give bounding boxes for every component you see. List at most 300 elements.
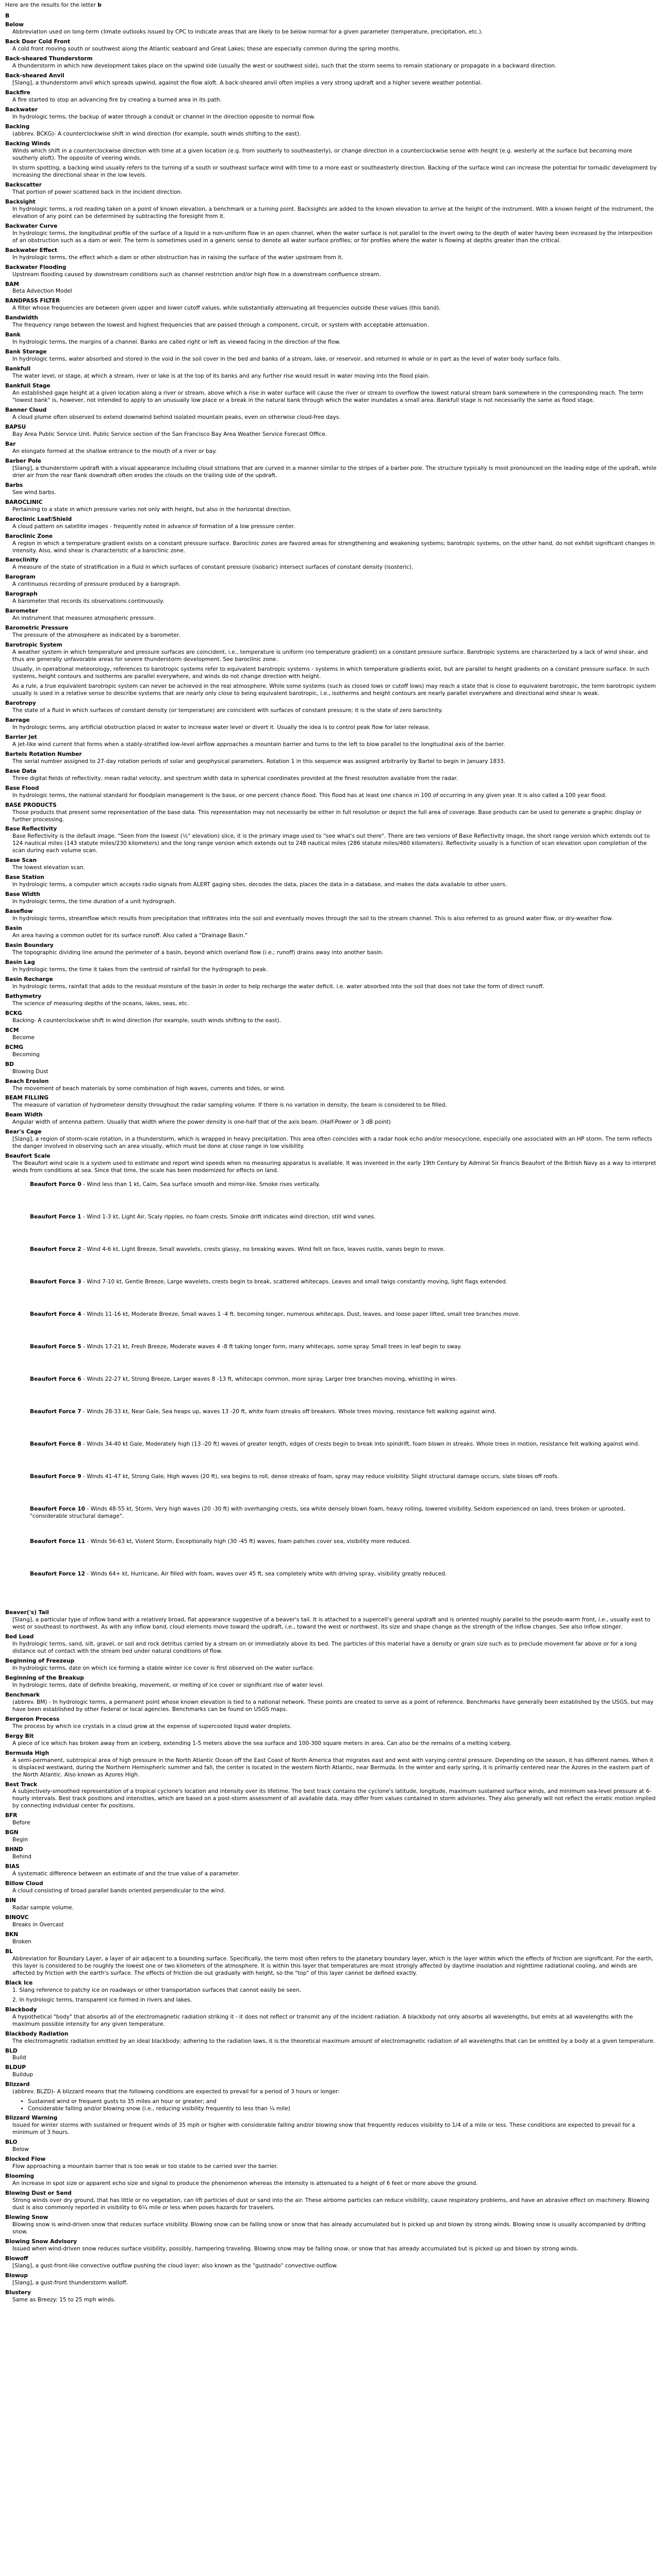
- definition-paragraph: A region in which a temperature gradient exists on a constant pressure surface. Baroclinic zones are favored areas for strengthening and weakening systems; barotropic systems, on the other hand, do not exhibit significant changes in intensity. Also, wind shear is characteristic of a baroclinic zone.: [12, 540, 655, 554]
- glossary-term: BASE PRODUCTS: [5, 802, 57, 808]
- definition-paragraph: As a rule, a true equivalent barotropic system can never be achieved in the real atmosphere. While some systems (such as closed lows or cutoff lows) may reach a state that is close to equivalent barotropic, the term barotropic system usually is used in a relative sense to describe systems that are nearly only close to being equivalent barotropic, i.e., isotherms and height contours are nearly parallel everywhere and directional wind shear is weak.: [12, 683, 656, 697]
- beaufort-force-text: [30, 1213, 376, 1221]
- letter-heading: B: [5, 12, 10, 19]
- glossary-entry: [5, 424, 657, 438]
- beaufort-force-text: [30, 1537, 411, 1546]
- definition-paragraph: The pressure of the atmosphere as indicated by a barometer.: [12, 632, 180, 639]
- definition-paragraph: A semi-permanent, subtropical area of high pressure in the North Atlantic Ocean off the East Coast of North America that migrates east and west with varying central pressure. Depending on the season, it has different names. When it is displaced westward, during the Northern Hemispheric summer and fall, the center is located in the western North Atlantic, near Bermuda. In the winter and early spring, it is primarily centered near the Azores in the eastern part of the North Atlantic. Also known as Azores High.: [12, 1757, 654, 1778]
- glossary-entry: [5, 1782, 657, 1810]
- separator: -: [81, 1181, 87, 1188]
- glossary-term: Backing: [5, 124, 30, 130]
- beaufort-force-description: Winds 28-33 kt, Near Gale, Sea heaps up, waves 13 -20 ft, white foam streaks off breakers. Whole trees moving, resistance felt walking against wind.: [87, 1409, 496, 1415]
- glossary-term: Bergeron Process: [5, 1716, 60, 1722]
- intro-text: Here are the results for the letter: [5, 2, 98, 8]
- separator: -: [81, 1311, 87, 1318]
- glossary-entry: [5, 141, 657, 179]
- definition-paragraph: A filter whose frequencies are between given upper and lower cutoff values, while substantially attenuating all frequencies outside these values (this band).: [12, 305, 441, 312]
- glossary-entry: [5, 332, 657, 346]
- glossary-entry: [5, 2190, 657, 2212]
- definition-paragraph: The topographic dividing line around the perimeter of a basin, beyond which overland flow (i.e.; runoff) drains away into another basin.: [12, 950, 384, 956]
- glossary-entry: [5, 1675, 657, 1689]
- glossary-term: BEAM FILLING: [5, 1095, 48, 1101]
- definition-paragraph: That portion of power scattered back in the incident direction.: [12, 189, 183, 195]
- beaufort-force-row: [30, 1245, 657, 1278]
- glossary-entry: [5, 925, 657, 940]
- beaufort-force-description: Winds 11-16 kt, Moderate Breeze, Small waves 1 -4 ft. becoming longer, numerous whitecaps. Dust, leaves, and loose paper lifted, small tree branches move.: [87, 1311, 520, 1318]
- definition-paragraph: The process by which ice crystals in a cloud grow at the expense of supercooled liquid water droplets.: [12, 1723, 292, 1730]
- glossary-term: BANDPASS FILTER: [5, 298, 60, 304]
- definition-paragraph: A subjectively-smoothed representation of a tropical cyclone's location and intensity over its lifetime. The best track contains the cyclone's latitude, longitude, maximum sustained surface winds, and minimum sea-level pressure at 6-hourly intervals. Best track positions and intensities, which are based on a post-storm assessment of all available data, may differ from values contained in storm advisories. They also generally will not reflect the erratic motion implied by connecting individual center fix positions.: [12, 1788, 656, 1809]
- beaufort-force-title: Beaufort Force 3: [30, 1279, 81, 1285]
- glossary-entry: [5, 1044, 657, 1059]
- glossary-definition: [5, 2197, 657, 2212]
- definition-paragraph: [Slang], a gust-front-like convective outflow pushing the cloud layer; also known as the "gustnado" convective outflow.: [12, 2262, 338, 2269]
- glossary-term: Black Ice: [5, 1979, 33, 1986]
- glossary-term: Backscatter: [5, 181, 42, 188]
- beaufort-force-description: Wind 7-10 kt, Gentle Breeze, Large wavelets, crests begin to break, scattered whitecaps. Leaves and small twigs constantly moving, light flags extended.: [87, 1279, 508, 1285]
- glossary-term: BCMG: [5, 1044, 24, 1050]
- beaufort-force-title: Beaufort Force 9: [30, 1473, 81, 1480]
- glossary-definition: [5, 809, 657, 824]
- glossary-entry: [5, 857, 657, 872]
- glossary-definition: [5, 581, 657, 588]
- glossary-term: Blustery: [5, 2289, 31, 2296]
- beaufort-force-description: Winds 17-21 kt, Fresh Breeze, Moderate waves 4 -8 ft taking longer form, many whitecaps, some spray. Small trees in leaf begin to sway.: [87, 1344, 462, 1350]
- definition-paragraph: Upstream flooding caused by downstream conditions such as channel restriction and/or high flow in a downstream confluence stream.: [12, 271, 381, 278]
- definition-paragraph: Angular width of antenna pattern. Usually that width where the power density is one-half that of the axis beam. (Half-Power or 3 dB point): [12, 1119, 391, 1126]
- definition-paragraph: Become: [12, 1034, 35, 1041]
- glossary-definition: [5, 865, 657, 872]
- glossary-definition: [5, 414, 657, 421]
- glossary-definition: [5, 131, 657, 138]
- glossary-term: Bermuda High: [5, 1750, 49, 1756]
- glossary-entry: [5, 298, 657, 312]
- beaufort-force-text: [30, 1310, 520, 1318]
- glossary-entry: [5, 281, 657, 296]
- glossary-entry: [5, 1112, 657, 1126]
- beaufort-force-text: [30, 1440, 639, 1448]
- glossary-term: Blowup: [5, 2272, 28, 2279]
- definition-paragraph: In hydrologic terms, sand, silt, gravel, or soil and rock detritus carried by a stream on or immediately above its bed. The particles of this material have a density or grain size such as to preclude movement far above or for a long distance out of contact with the stream bed under natural conditions of flow.: [12, 1641, 637, 1655]
- glossary-entry: [5, 1095, 657, 1109]
- glossary-definition: [5, 741, 657, 749]
- definition-paragraph: Radar sample volume.: [12, 1905, 74, 1911]
- glossary-definition: [5, 489, 657, 497]
- glossary-term: Barometer: [5, 608, 38, 615]
- beaufort-force-row: [30, 1570, 657, 1602]
- beaufort-force-text: [30, 1278, 507, 1286]
- glossary-term: Basin Boundary: [5, 942, 54, 949]
- glossary-entry: [5, 908, 657, 923]
- glossary-term: Blowing Dust or Sand: [5, 2190, 72, 2196]
- definition-paragraph: Backing- A counterclockwise shift in wind direction (for example, south winds shifting to the east).: [12, 1017, 281, 1024]
- definition-paragraph: A cloud plume often observed to extend downwind behind isolated mountain peaks, even on otherwise cloud-free days.: [12, 414, 341, 421]
- separator: -: [81, 1376, 87, 1383]
- beaufort-force-text: [30, 1180, 320, 1189]
- glossary-term: Banner Cloud: [5, 407, 47, 414]
- glossary-definition: [5, 356, 657, 363]
- definition-paragraph: Below: [12, 2146, 29, 2153]
- beaufort-force-text: [30, 1472, 559, 1481]
- definition-paragraph: A jet-like wind current that forms when a stably-stratified low-level airflow approaches a mountain barrier and turns to the left to blow parallel to the longitudinal axis of the barrier.: [12, 741, 505, 748]
- beaufort-force-text: [30, 1505, 657, 1520]
- beaufort-force-text: [30, 1570, 447, 1578]
- glossary-term: Bar: [5, 440, 16, 447]
- beaufort-force-description: Wind 4-6 kt, Light Breeze, Small wavelets, crests glassy, no breaking waves. Wind felt on face, leaves rustle, vanes begin to move.: [87, 1246, 445, 1253]
- beaufort-force-title: Beaufort Force 10: [30, 1506, 86, 1513]
- glossary-definition: [5, 390, 657, 404]
- glossary-definition: [5, 1665, 657, 1672]
- glossary-term: Beginning of the Breakup: [5, 1674, 84, 1681]
- glossary-definition: [5, 882, 657, 889]
- glossary-entry: [5, 734, 657, 749]
- beaufort-force-row: [30, 1537, 657, 1570]
- definition-paragraph: In hydrologic terms, a computer which accepts radio signals from ALERT gaging sites, decodes the data, places the data in a database, and makes the data available to other users.: [12, 882, 507, 888]
- definition-paragraph: The serial number assigned to 27-day rotation periods of solar and geophysical parameters. Rotation 1 in this sequence was assigned arbitrarily by Bartel to begin in January 1833.: [12, 758, 506, 765]
- glossary-definition: [5, 448, 657, 455]
- glossary-term: BHND: [5, 1846, 23, 1853]
- beaufort-force-row: [30, 1375, 657, 1408]
- glossary-term: BLO: [5, 2139, 18, 2146]
- glossary-entry: [5, 90, 657, 104]
- glossary-entry: [5, 124, 657, 138]
- glossary-entry: [5, 1897, 657, 1912]
- definition-paragraph: Usually, in operational meteorology, references to barotropic systems refer to equivalent barotropic systems - systems in which temperature gradients exist, but are parallel to height gradients on a constant pressure surface. In such systems, height contours and isotherms are parallel everywhere, and winds do not change direction with height.: [12, 666, 650, 680]
- glossary-term: Baroclinic Zone: [5, 533, 53, 539]
- glossary-entry: [5, 1846, 657, 1861]
- glossary-definition: [5, 2222, 657, 2236]
- definition-paragraph: (abbrev. BLZD)- A blizzard means that the following conditions are expected to prevail for a period of 3 hours or longer:: [12, 2089, 340, 2095]
- definition-paragraph: Bay Area Public Service Unit. Public Service section of the San Francisco Bay Area Weather Service Forecast Office.: [12, 431, 327, 437]
- definition-bullet-list: [12, 2098, 657, 2113]
- glossary-entry: [5, 2007, 657, 2028]
- definition-paragraph: (abbrev. BCKG)- A counterclockwise shift in wind direction (for example, south winds shifting to the east).: [12, 131, 301, 138]
- glossary-term: Beginning of Freezeup: [5, 1657, 75, 1664]
- definition-paragraph: In hydrologic terms, the national standard for floodplain management is the base, or one percent chance flood. This flood has at least one chance in 100 of occurring in any given year. It is also called a 100 year flood.: [12, 792, 607, 799]
- definition-paragraph: The movement of beach materials by some combination of high waves, currents and tides, or wind.: [12, 1085, 286, 1092]
- glossary-term: Barrier Jet: [5, 734, 37, 740]
- glossary-entry: [5, 1027, 657, 1042]
- definition-paragraph: A cold front moving south or southwest along the Atlantic seaboard and Great Lakes; these are especially common during the spring months.: [12, 46, 400, 53]
- beaufort-force-row: [30, 1440, 657, 1472]
- glossary-term: BCKG: [5, 1010, 22, 1016]
- separator: -: [85, 1506, 91, 1513]
- glossary-term: Bank: [5, 332, 21, 338]
- glossary-term: Beaufort Scale: [5, 1153, 51, 1160]
- glossary-term: Bandwidth: [5, 315, 38, 321]
- definition-paragraph: The state of a fluid in which surfaces of constant density (or temperature) are coincident with surfaces of constant pressure; it is the state of zero baroclinity.: [12, 707, 443, 714]
- glossary-entry: [5, 22, 657, 36]
- definition-paragraph: Flow approaching a mountain barrier that is too weak or too stable to be carried over the barrier.: [12, 2163, 278, 2170]
- glossary-entry: [5, 717, 657, 732]
- glossary-entry: [5, 1829, 657, 1844]
- definition-paragraph: Beta Advection Model: [12, 288, 72, 295]
- glossary-definition: [5, 431, 657, 438]
- intro-letter: b: [97, 2, 102, 8]
- glossary-definition: [5, 1788, 657, 1810]
- glossary-entry: [5, 1010, 657, 1025]
- definition-paragraph: In storm spotting, a backing wind usually refers to the turning of a south or southeast surface wind with time to a more east or southeasterly direction. Backing of the surface wind can increase the potential for tornadic development by increasing the directional shear in the low levels.: [12, 164, 657, 178]
- glossary-definition: [5, 189, 657, 196]
- glossary-definition: [5, 1757, 657, 1779]
- definition-paragraph: In hydrologic terms, the effect which a dam or other obstruction has in raising the surface of the water upstream from it.: [12, 254, 343, 261]
- glossary-definition: [5, 984, 657, 991]
- glossary-term: Bank Storage: [5, 349, 47, 355]
- glossary-entry: [5, 1716, 657, 1731]
- beaufort-force-row: [30, 1505, 657, 1537]
- definition-paragraph: A weather system in which temperature and pressure surfaces are coincident, i.e., temperature is uniform (no temperature gradient) on a constant pressure surface. Barotropic systems are characterized by a lack of wind shear, and thus are generally unfavorable areas for severe thunderstorm development. See baroclinic zone.: [12, 649, 648, 663]
- glossary-entry: [5, 366, 657, 380]
- definition-paragraph: In hydrologic terms, the time it takes from the centroid of rainfall for the hydrograph to peak.: [12, 966, 268, 973]
- glossary-term: BFR: [5, 1812, 18, 1819]
- glossary-definition: [5, 2055, 657, 2062]
- glossary-entry: [5, 2064, 657, 2079]
- glossary-entry: [5, 223, 657, 245]
- glossary-definition: [5, 1854, 657, 1861]
- glossary-term: Base Width: [5, 891, 40, 898]
- glossary-term: Bed Load: [5, 1634, 34, 1640]
- glossary-entry: [5, 700, 657, 715]
- glossary-term: Blooming: [5, 2173, 35, 2180]
- glossary-definition: [5, 950, 657, 957]
- definition-paragraph: A barometer that records its observations continuously.: [12, 598, 164, 605]
- glossary-entry: [5, 1812, 657, 1827]
- glossary-definition: [5, 758, 657, 766]
- glossary-entry: [5, 441, 657, 455]
- glossary-term: Blowoff: [5, 2255, 28, 2262]
- glossary-entry: [5, 1863, 657, 1878]
- glossary-entry: [5, 516, 657, 531]
- glossary-definition: [5, 1956, 657, 1977]
- beaufort-force-title: Beaufort Force 7: [30, 1409, 81, 1415]
- glossary-term: Barber Pole: [5, 457, 41, 464]
- glossary-entry: [5, 591, 657, 605]
- beaufort-force-description: Winds 22-27 kt, Strong Breeze, Larger waves 8 -13 ft, whitecaps common, more spray. Larger tree branches moving, whistling in wires.: [87, 1376, 457, 1383]
- glossary-definition: [5, 1018, 657, 1025]
- beaufort-force-title: Beaufort Force 12: [30, 1571, 86, 1578]
- definition-paragraph: In hydrologic terms, date on which ice forming a stable winter ice cover is first observed on the water surface.: [12, 1665, 315, 1671]
- glossary-definition: [5, 916, 657, 923]
- glossary-entry: [5, 608, 657, 622]
- glossary-definition: [5, 1069, 657, 1076]
- definition-paragraph: In hydrologic terms, a rod reading taken on a point of known elevation, a benchmark or a turning point. Backsights are added to the known elevation to arrive at the height of the instrument. With a known height of the instrument, the elevation of any point can be determined by subtracting the foresight from it.: [12, 206, 654, 219]
- glossary-definition: [5, 1820, 657, 1827]
- glossary-definition: [5, 1740, 657, 1748]
- glossary-term: Barotropy: [5, 700, 36, 706]
- beaufort-force-description: Winds 34-40 kt Gale, Moderately high (13 -20 ft) waves of greater length, edges of crests begin to break into spindrift, foam blown in streaks. Whole trees in motion, resistance felt walking against wind.: [87, 1441, 640, 1448]
- definition-paragraph: In hydrologic terms, the longitudinal profile of the surface of a liquid in a non-uniform flow in an open channel, when the water surface is not parallel to the invert owing to the depth of water having been increased by the interposition of an obstruction such as a dam or weir. The term is sometimes used in a generic sense to denote all water surface profiles; or for profiles where the water is flowing at depths greater than the critical.: [12, 230, 653, 244]
- glossary-definition: [5, 305, 657, 312]
- glossary-term: BAPSU: [5, 423, 26, 430]
- definition-paragraph: An instrument that measures atmospheric pressure.: [12, 615, 156, 622]
- glossary-definition: [5, 833, 657, 855]
- glossary-definition: [5, 899, 657, 906]
- glossary-entry: [5, 1733, 657, 1748]
- glossary-entry: [5, 1980, 657, 2004]
- glossary-entry: [5, 107, 657, 121]
- definition-paragraph: A continuous recording of pressure produced by a barograph.: [12, 581, 181, 588]
- glossary-entry: [5, 1658, 657, 1672]
- definition-paragraph: An elongate formed at the shallow entrance to the mouth of a river or bay.: [12, 448, 217, 454]
- glossary-definition: [5, 373, 657, 380]
- definition-paragraph: A cloud pattern on satellite images - frequently noted in advance of formation of a low pressure center.: [12, 523, 295, 530]
- glossary-definition: [5, 322, 657, 329]
- glossary-term: Beam Width: [5, 1112, 43, 1118]
- glossary-definition: [5, 1035, 657, 1042]
- beaufort-force-title: Beaufort Force 4: [30, 1311, 81, 1318]
- glossary-term: Beaver('s) Tail: [5, 1609, 49, 1616]
- glossary-definition: [5, 2263, 657, 2270]
- glossary-definition: [5, 255, 657, 262]
- glossary-definition: [5, 1682, 657, 1689]
- glossary-term: Benchmark: [5, 1691, 40, 1698]
- glossary-list-continued: [5, 1609, 657, 2303]
- glossary-term: Bergy Bit: [5, 1733, 34, 1739]
- glossary-entry: [5, 264, 657, 279]
- glossary-term: Basin: [5, 925, 22, 932]
- definition-paragraph: A measure of the state of stratification in a fluid in which surfaces of constant pressure (isobaric) intersect surfaces of constant density (isosteric).: [12, 564, 413, 571]
- glossary-entry: [5, 458, 657, 480]
- definition-paragraph: Three digital fields of reflectivity, mean radial velocity, and spectrum width data in spherical coordinates provided at the finest resolution available from the radar.: [12, 775, 458, 782]
- glossary-definition: [5, 2122, 657, 2137]
- glossary-definition: [5, 2246, 657, 2253]
- glossary-entry: [5, 802, 657, 824]
- glossary-entry: [5, 56, 657, 70]
- glossary-definition: [5, 230, 657, 245]
- glossary-term: Blowing Snow: [5, 2214, 48, 2221]
- definition-paragraph: In hydrologic terms, the time duration of a unit hydrograph.: [12, 899, 176, 905]
- glossary-entry: [5, 1078, 657, 1093]
- beaufort-force-description: Winds 56-63 kt, Violent Storm, Exceptionally high (30 -45 ft) waves, foam patches cover sea, visibility more reduced.: [90, 1538, 411, 1545]
- separator: -: [81, 1441, 87, 1448]
- glossary-definition: [5, 632, 657, 639]
- glossary-definition: [5, 1939, 657, 1946]
- separator: -: [81, 1246, 87, 1253]
- definition-paragraph: The Beaufort wind scale is a system used to estimate and report wind speeds when no measuring apparatus is available. It was invented in the early 19th Century by Admiral Sir Francis Beaufort of the British Navy as a way to interpret winds from conditions at sea. Since that time, the scale has been modernized for effects on land.: [12, 1160, 656, 1174]
- glossary-term: BLD: [5, 2047, 18, 2054]
- glossary-entry: [5, 557, 657, 571]
- glossary-entry: [5, 2290, 657, 2304]
- beaufort-force-row: [30, 1213, 657, 1245]
- beaufort-force-title: Beaufort Force 2: [30, 1246, 81, 1253]
- glossary-term: Blowing Snow Advisory: [5, 2238, 77, 2245]
- definition-paragraph: Build: [12, 2055, 26, 2061]
- beaufort-force-description: Winds 48-55 kt, Storm, Very high waves (20 -30 ft) with overhanging crests, sea white densely blown foam, heavy rolling, lowered visibility. Seldom experienced on land, trees broken or uprooted, "considerable structural damage".: [30, 1506, 625, 1520]
- glossary-term: Base Scan: [5, 857, 37, 864]
- glossary-definition: [5, 1001, 657, 1008]
- glossary-definition: [5, 2280, 657, 2287]
- glossary-term: BINOVC: [5, 1914, 29, 1921]
- glossary-definition: [5, 615, 657, 622]
- glossary-term: Best Track: [5, 1781, 38, 1788]
- glossary-entry: [5, 942, 657, 957]
- glossary-entry: [5, 785, 657, 800]
- glossary-entry: [5, 1948, 657, 1977]
- glossary-entry: [5, 1692, 657, 1714]
- glossary-entry: [5, 1750, 657, 1779]
- separator: -: [85, 1538, 91, 1545]
- beaufort-scale-list: [5, 1177, 657, 1609]
- glossary-definition: [5, 148, 657, 179]
- separator: -: [81, 1344, 87, 1350]
- glossary-term: Barograph: [5, 591, 38, 598]
- definition-paragraph: Strong winds over dry ground, that has little or no vegetation, can lift particles of dust or sand into the air. These airborne particles can reduce visibility, cause respiratory problems, and have an abrasive effect on machinery. Blowing dust is also commonly reported in visibility to 6¼ mile or less when poses hazards for travelers.: [12, 2197, 650, 2211]
- glossary-definition: [5, 2038, 657, 2045]
- glossary-entry: [5, 2115, 657, 2137]
- beaufort-force-description: Winds 64+ kt, Hurricane, Air filled with foam, waves over 45 ft, sea completely white with driving spray, visibility greatly reduced.: [90, 1571, 447, 1578]
- glossary-term: Bear's Cage: [5, 1129, 42, 1136]
- glossary-entry: [5, 1609, 657, 1631]
- glossary-term: Backwater Flooding: [5, 264, 67, 270]
- glossary-entry: [5, 499, 657, 514]
- glossary-entry: [5, 199, 657, 221]
- glossary-definition: [5, 1136, 657, 1150]
- glossary-term: Backwater: [5, 107, 38, 113]
- glossary-term: Billow Cloud: [5, 1880, 43, 1887]
- definition-paragraph: Buildup: [12, 2072, 34, 2078]
- glossary-term: Base Data: [5, 768, 37, 774]
- glossary-entry: [5, 1129, 657, 1150]
- glossary-definition: [5, 540, 657, 555]
- glossary-definition: [5, 1888, 657, 1895]
- glossary-entry: [5, 2031, 657, 2045]
- definition-paragraph: Begin: [12, 1837, 28, 1843]
- glossary-list: [5, 22, 657, 1175]
- glossary-definition: [5, 2089, 657, 2113]
- glossary-term: Below: [5, 22, 24, 28]
- beaufort-force-row: [30, 1180, 657, 1213]
- beaufort-force-title: Beaufort Force 1: [30, 1214, 81, 1221]
- definition-paragraph: [Slang], a gust-front thunderstorm walloff.: [12, 2279, 128, 2286]
- beaufort-force-text: [30, 1343, 462, 1351]
- glossary-term: BAM: [5, 281, 19, 287]
- results-intro: [5, 2, 657, 9]
- beaufort-force-text: [30, 1245, 445, 1253]
- definition-paragraph: In hydrologic terms, any artificial obstruction placed in water to increase water level or divert it. Usually the idea is to control peak flow for later release.: [12, 724, 431, 731]
- glossary-definition: [5, 1086, 657, 1093]
- glossary-term: Barogram: [5, 574, 36, 581]
- glossary-entry: [5, 1061, 657, 1076]
- glossary-definition: [5, 80, 657, 87]
- glossary-term: BIN: [5, 1897, 16, 1904]
- separator: -: [81, 1473, 87, 1480]
- definition-paragraph: Becoming: [12, 1051, 40, 1058]
- definition-paragraph: Broken: [12, 1938, 31, 1945]
- glossary-term: Backwater Curve: [5, 223, 58, 229]
- definition-paragraph: A thunderstorm in which new development takes place on the upwind side (usually the west or southwest side), such that the storm seems to remain stationary or propagate in a backward direction.: [12, 63, 557, 70]
- glossary-entry: [5, 247, 657, 262]
- definition-paragraph: The lowest elevation scan.: [12, 865, 86, 871]
- glossary-definition: [5, 1617, 657, 1631]
- glossary-entry: [5, 976, 657, 991]
- glossary-definition: [5, 272, 657, 279]
- beaufort-force-title: Beaufort Force 11: [30, 1538, 86, 1545]
- glossary-term: Basin Lag: [5, 959, 35, 965]
- glossary-definition: [5, 1837, 657, 1844]
- definition-paragraph: Behind: [12, 1854, 31, 1860]
- glossary-definition: [5, 46, 657, 53]
- definition-paragraph: The science of measuring depths of the oceans, lakes, seas, etc.: [12, 1000, 189, 1007]
- glossary-definition: [5, 63, 657, 70]
- glossary-term: Bartels Rotation Number: [5, 751, 82, 757]
- glossary-term: Base Flood: [5, 785, 39, 791]
- definition-paragraph: Base Reflectivity is the default image. "Seen from the lowest (½° elevation) slice, it is the primary image used to "see what's out there". There are two versions of Base Reflectivity image, the short range version which extends out to 124 nautical miles (143 statute miles/230 kilometers) and the long range version which extends out to 248 nautical miles (286 statute miles/460 kilometers). Reflectivity usually is a function of scan elevation upon completion of the scan during each volume scan.: [12, 833, 650, 854]
- glossary-definition: [5, 1119, 657, 1126]
- definition-paragraph: A cloud consisting of broad parallel bands oriented perpendicular to the wind.: [12, 1888, 226, 1894]
- definition-paragraph: An increase in spot size or apparent echo size and signal to produce the phenomenon whereas the intensity is attenuated to a height of 6 feet or more above the ground.: [12, 2180, 478, 2187]
- glossary-entry: [5, 383, 657, 404]
- glossary-definition: [5, 1905, 657, 1912]
